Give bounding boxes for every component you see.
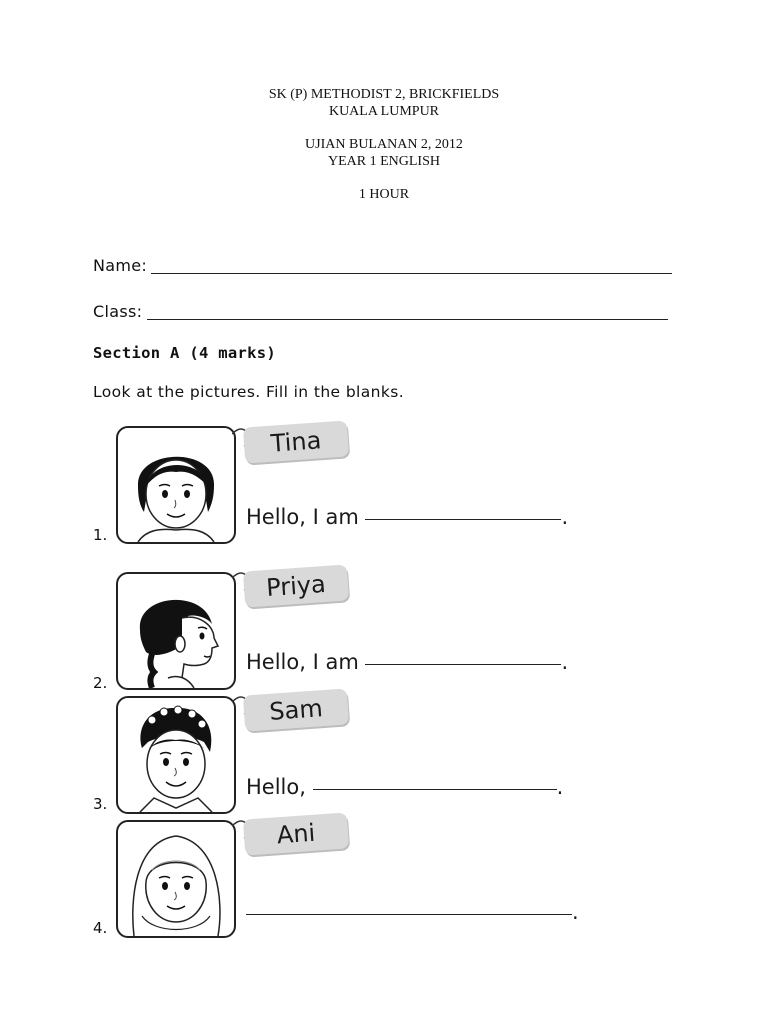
portrait-priya (116, 572, 236, 690)
name-tag-ani (232, 816, 352, 866)
item-number-4: 4. (93, 919, 108, 937)
girl-hijab-portrait-icon (118, 822, 234, 936)
exam-header (0, 86, 768, 203)
class-label: Class: (93, 302, 143, 321)
boy-portrait-icon (118, 698, 234, 812)
sentence-end: . (561, 505, 569, 529)
portrait-ani (116, 820, 236, 938)
sentence-prompt: Hello, (246, 775, 306, 799)
name-tag-tina (232, 424, 352, 474)
portrait-tina (116, 426, 236, 544)
name-tag-label: Sam (268, 694, 324, 726)
name-tag-label: Priya (265, 569, 327, 603)
name-tag-label: Ani (275, 818, 317, 850)
name-field[interactable] (93, 256, 147, 275)
name-tag-priya (232, 568, 352, 618)
sentence-end: . (572, 900, 579, 924)
sentence-4 (246, 900, 579, 924)
sentence-end: . (556, 775, 564, 799)
answer-blank-3[interactable] (313, 788, 557, 790)
school-name: SK (P) METHODIST 2, BRICKFIELDS (268, 87, 500, 102)
city-name: KUALA LUMPUR (328, 104, 440, 119)
exam-title: UJIAN BULANAN 2, 2012 (305, 137, 463, 152)
item-number-2: 2. (93, 674, 108, 692)
item-number-1: 1. (93, 526, 108, 544)
subject-title: YEAR 1 ENGLISH (328, 154, 440, 169)
class-field[interactable] (93, 302, 142, 321)
sentence-1 (246, 505, 568, 529)
name-tag-label: Tina (269, 426, 323, 458)
sentence-end: . (561, 650, 569, 674)
sentence-prompt: Hello, I am (246, 650, 359, 674)
class-write-line[interactable] (147, 319, 668, 320)
name-write-line[interactable] (151, 273, 672, 274)
sentence-3 (246, 775, 563, 799)
name-tag-sam (232, 692, 352, 742)
answer-blank-2[interactable] (365, 663, 561, 665)
sentence-2 (246, 650, 568, 674)
answer-blank-4[interactable] (246, 913, 572, 915)
instruction-text: Look at the pictures. Fill in the blanks. (93, 383, 405, 401)
answer-blank-1[interactable] (365, 518, 561, 520)
exam-duration: 1 HOUR (358, 187, 410, 202)
item-number-3: 3. (93, 795, 108, 813)
girl-portrait-icon (118, 428, 234, 542)
girl-profile-portrait-icon (118, 574, 234, 688)
portrait-sam (116, 696, 236, 814)
section-title: Section A (4 marks) (93, 344, 277, 362)
name-label: Name: (93, 256, 148, 275)
sentence-prompt: Hello, I am (246, 505, 359, 529)
